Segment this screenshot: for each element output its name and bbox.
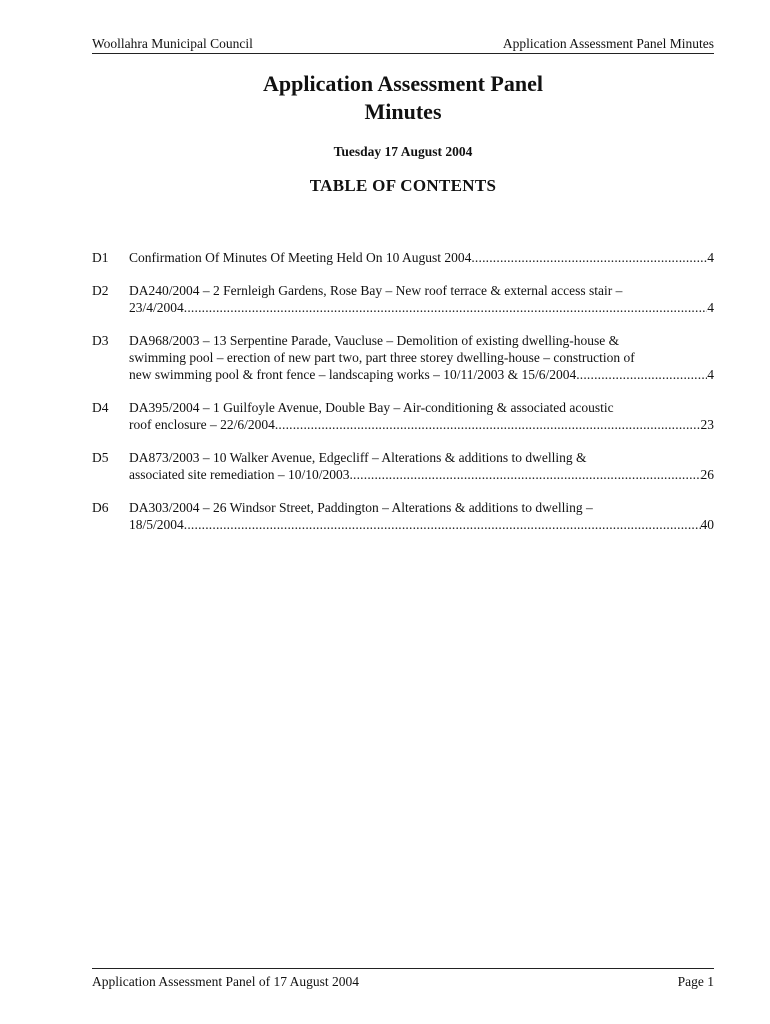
- page-title-line-1: Application Assessment Panel: [263, 71, 543, 96]
- toc-entry[interactable]: [92, 499, 714, 533]
- toc-item-text-line: roof enclosure – 22/6/2004: [129, 417, 275, 432]
- toc-item-body: [129, 249, 714, 266]
- toc-item-text-line: new swimming pool & front fence – landscaping works – 10/11/2003 & 15/6/2004: [129, 367, 577, 382]
- table-of-contents: [92, 249, 714, 549]
- toc-dot-leader: [576, 366, 707, 383]
- meeting-date: Tuesday 17 August 2004: [333, 144, 473, 159]
- toc-item-page-number: 40: [700, 517, 714, 532]
- toc-heading: TABLE OF CONTENTS: [309, 176, 497, 195]
- toc-dot-leader: [275, 416, 701, 433]
- toc-item-text-line: DA968/2003 – 13 Serpentine Parade, Vaucluse – Demolition of existing dwelling-house &: [129, 333, 620, 348]
- toc-item-code: D4: [92, 400, 109, 415]
- toc-item-text-line: DA303/2004 – 26 Windsor Street, Paddington – Alterations & additions to dwelling –: [129, 500, 593, 515]
- toc-item-leader-line: [129, 516, 714, 533]
- toc-dot-leader: [471, 249, 707, 266]
- page-title-line-2: Minutes: [364, 99, 442, 124]
- toc-item-code: D5: [92, 450, 109, 465]
- footer-page-number: Page 1: [677, 974, 714, 989]
- running-footer: [92, 968, 714, 990]
- header-document-title: Application Assessment Panel Minutes: [502, 36, 714, 51]
- toc-item-page-number: 26: [700, 467, 714, 482]
- toc-item-page-number: 4: [707, 250, 714, 265]
- toc-item-text-line: associated site remediation – 10/10/2003: [129, 467, 350, 482]
- page-title: [92, 70, 714, 126]
- footer-meeting-label: Application Assessment Panel of 17 August 2004: [92, 974, 359, 989]
- toc-item-code: D1: [92, 250, 109, 265]
- toc-item-leader-line: [129, 416, 714, 433]
- toc-entry[interactable]: [92, 399, 714, 433]
- toc-item-body: [129, 282, 714, 316]
- toc-item-text-line: DA240/2004 – 2 Fernleigh Gardens, Rose Bay – New roof terrace & external access stair –: [129, 283, 623, 298]
- toc-item-body: [129, 332, 714, 383]
- toc-item-text-line: 23/4/2004: [129, 300, 184, 315]
- toc-item-leader-line: [129, 366, 714, 383]
- running-header: [92, 34, 714, 54]
- toc-dot-leader: [349, 466, 700, 483]
- toc-entry[interactable]: [92, 449, 714, 483]
- toc-item-text-line: DA873/2003 – 10 Walker Avenue, Edgecliff – Alterations & additions to dwelling &: [129, 450, 587, 465]
- toc-item-text-line: 18/5/2004: [129, 517, 184, 532]
- toc-item-body: [129, 399, 714, 433]
- toc-item-body: [129, 499, 714, 533]
- toc-item-code: D3: [92, 333, 109, 348]
- toc-item-body: [129, 449, 714, 483]
- toc-item-text-line: swimming pool – erection of new part two, part three storey dwelling-house – construction of: [129, 350, 635, 365]
- toc-item-leader-line: [129, 299, 714, 316]
- toc-dot-leader: [184, 299, 707, 316]
- toc-item-text-line: Confirmation Of Minutes Of Meeting Held On 10 August 2004: [129, 250, 472, 265]
- toc-item-code: D2: [92, 283, 109, 298]
- toc-dot-leader: [184, 516, 701, 533]
- toc-item-code: D6: [92, 500, 109, 515]
- toc-item-text-line: DA395/2004 – 1 Guilfoyle Avenue, Double Bay – Air-conditioning & associated acoustic: [129, 400, 614, 415]
- header-organisation: Woollahra Municipal Council: [92, 36, 253, 51]
- toc-entry[interactable]: [92, 332, 714, 383]
- toc-item-leader-line: [129, 466, 714, 483]
- toc-item-page-number: 4: [707, 300, 714, 315]
- toc-item-page-number: 23: [700, 417, 714, 432]
- toc-entry[interactable]: [92, 282, 714, 316]
- toc-entry[interactable]: [92, 249, 714, 266]
- toc-item-page-number: 4: [707, 367, 714, 382]
- toc-item-leader-line: [129, 249, 714, 266]
